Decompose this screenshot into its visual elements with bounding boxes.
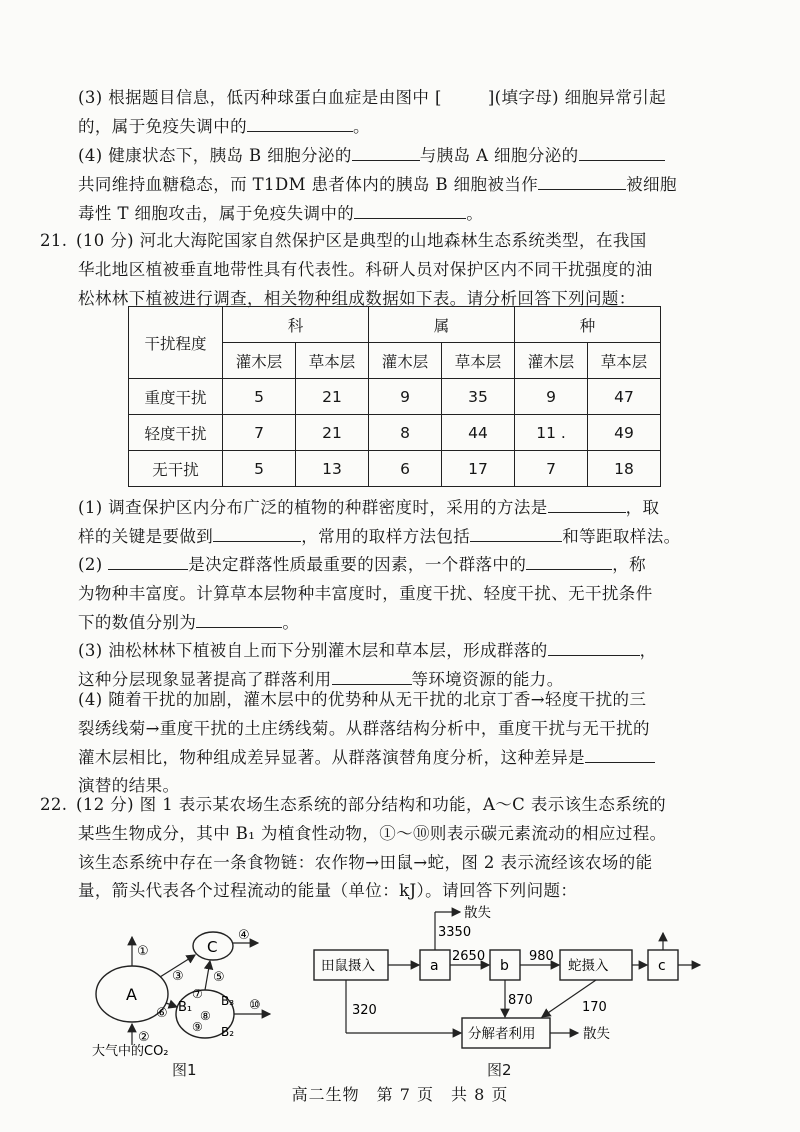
table-row-label: 轻度干扰 [129,415,223,451]
table-cell: 18 [588,451,661,487]
table-sub-header: 灌木层 [515,343,588,379]
answer-blank[interactable] [538,172,626,190]
svg-text:870: 870 [508,993,533,1008]
answer-blank[interactable] [108,552,188,570]
node-a-label: A [126,985,137,1004]
table-row [129,451,661,487]
table-cell: 21 [296,415,369,451]
species-table [128,306,661,487]
svg-text:田鼠摄入: 田鼠摄入 [321,958,375,974]
svg-text:c: c [658,958,666,974]
answer-blank[interactable] [247,114,353,132]
svg-text:散失: 散失 [464,905,491,921]
answer-blank[interactable] [352,143,420,161]
table-sub-header: 草本层 [296,343,369,379]
co2-label: 大气中的CO₂ [92,1044,169,1059]
svg-text:⑨: ⑨ [192,1020,203,1034]
table-sub-header: 草本层 [442,343,515,379]
svg-text:⑧: ⑧ [200,1009,211,1023]
table-cell: 9 [369,379,442,415]
table-cell: 49 [588,415,661,451]
answer-blank[interactable] [196,610,282,628]
q20-part4: (4) 健康状态下，胰岛 B 细胞分泌的 与胰岛 A 细胞分泌的 共同维持血糖稳态，而 T1DM 患者体内的胰岛 B 细胞被当作 被细胞 毒性 T 细胞攻击，属于免疫失调中的 。 [78,142,718,228]
svg-text:⑩: ⑩ [249,998,261,1013]
answer-blank[interactable] [354,201,466,219]
svg-text:2650: 2650 [452,949,486,964]
svg-text:⑤: ⑤ [213,970,225,985]
table-cell: 44 [442,415,515,451]
svg-text:b: b [500,958,509,974]
table-row [129,379,661,415]
answer-blank[interactable] [585,745,655,763]
table-cell: 7 [515,451,588,487]
answer-blank[interactable] [470,524,562,542]
figure-1-carbon-cycle [80,925,290,1067]
answer-blank[interactable] [213,524,301,542]
table-row-label: 重度干扰 [129,379,223,415]
q20-part3: (3) 根据题目信息，低丙种球蛋白血症是由图中 [ ](填字母) 细胞异常引起 的，属于免疫失调中的 。 [78,88,667,136]
svg-text:蛇摄入: 蛇摄入 [568,958,609,974]
table-sub-header: 灌木层 [369,343,442,379]
b3-label: B₃ [221,994,235,1008]
table-cell: 17 [442,451,515,487]
table-sub-header: 灌木层 [223,343,296,379]
table-row-label: 无干扰 [129,451,223,487]
figure-2-caption: 图2 [487,1061,512,1079]
arrow-5 [205,961,210,990]
table-row-header: 干扰程度 [129,307,223,379]
q21-part3: (3) 油松林林下植被自上而下分别灌木层和草本层，形成群落的 ， 这种分层现象显著提高了群落利用 等环境资源的能力。 [78,637,718,695]
table-cell: 8 [369,415,442,451]
table-cell: 5 [223,379,296,415]
svg-text:320: 320 [352,1003,377,1018]
table-cell: 47 [588,379,661,415]
figure-2-energy-flow [300,898,710,1066]
q22-intro: 22. (12 分) 图 1 表示某农场生态系统的部分结构和功能，A～C 表示该生态系统的 某些生物成分，其中 B₁ 为植食性动物，①～⑩则表示碳元素流动的相应过程。 该生态系统中存在一条食物链：农作物→田鼠→蛇，图 2 表示流经该农场的能 量，箭头代表各个过程流动的能量（单位：kJ）。请回答下列问题： [40,791,718,906]
table-cell: 9 [515,379,588,415]
figure-1-caption: 图1 [172,1061,197,1079]
svg-text:散失: 散失 [583,1026,610,1042]
node-c-label: C [207,938,218,956]
q21-intro: 21. (10 分) 河北大海陀国家自然保护区是典型的山地森林生态系统类型，在我国 华北地区植被垂直地带性具有代表性。科研人员对保护区内不同干扰强度的油 松林林下植被进行调查，相关物种组成数据如下表。请分析回答下列问题： [40,227,718,313]
table-cell: 7 [223,415,296,451]
svg-text:170: 170 [582,1000,607,1015]
svg-text:③: ③ [172,969,184,984]
b1-label: B₁ [178,1000,193,1015]
table-row [129,415,661,451]
table-cell: 5 [223,451,296,487]
table-group-header: 科 [223,307,369,343]
table-cell: 13 [296,451,369,487]
answer-blank[interactable] [548,638,640,656]
question-number: 21. [40,231,68,250]
answer-blank[interactable] [548,495,626,513]
svg-text:⑥: ⑥ [156,1006,168,1021]
table-cell: 6 [369,451,442,487]
table-group-header: 属 [369,307,515,343]
table-group-header: 种 [515,307,661,343]
answer-blank[interactable] [332,667,412,685]
q21-part1: (1) 调查保护区内分布广泛的植物的种群密度时，采用的方法是 ，取 样的关键是要做到 ，常用的取样方法包括 和等距取样法。 [78,494,718,552]
q21-part4: (4) 随着干扰的加剧，灌木层中的优势种从无干扰的北京丁香→轻度干扰的三 裂绣线菊→重度干扰的土庄绣线菊。从群落结构分析中，重度干扰与无干扰的 灌木层相比，物种组成差异显著。从群落演替角度分析，这种差异是 演替的结果。 [78,686,718,801]
svg-text:①: ① [137,944,149,959]
svg-text:980: 980 [529,949,554,964]
table-cell: 21 [296,379,369,415]
svg-text:3350: 3350 [438,925,472,940]
b2-label: B₂ [221,1025,235,1039]
svg-text:分解者利用: 分解者利用 [468,1026,536,1042]
svg-text:a: a [430,958,439,974]
svg-text:②: ② [138,1030,150,1045]
answer-blank[interactable] [526,552,612,570]
page-footer: 高二生物 第 7 页 共 8 页 [291,1085,509,1104]
table-cell: 35 [442,379,515,415]
table-cell: 11 . [515,415,588,451]
q21-part2: (2) 是决定群落性质最重要的因素，一个群落中的 ，称 为物种丰富度。计算草本层物种丰富度时，重度干扰、轻度干扰、无干扰条件 下的数值分别为 。 [78,551,718,637]
table-sub-header: 草本层 [588,343,661,379]
answer-blank[interactable] [579,143,665,161]
svg-text:④: ④ [238,928,250,943]
svg-text:⑦: ⑦ [192,987,203,1001]
question-number: 22. [40,795,68,814]
